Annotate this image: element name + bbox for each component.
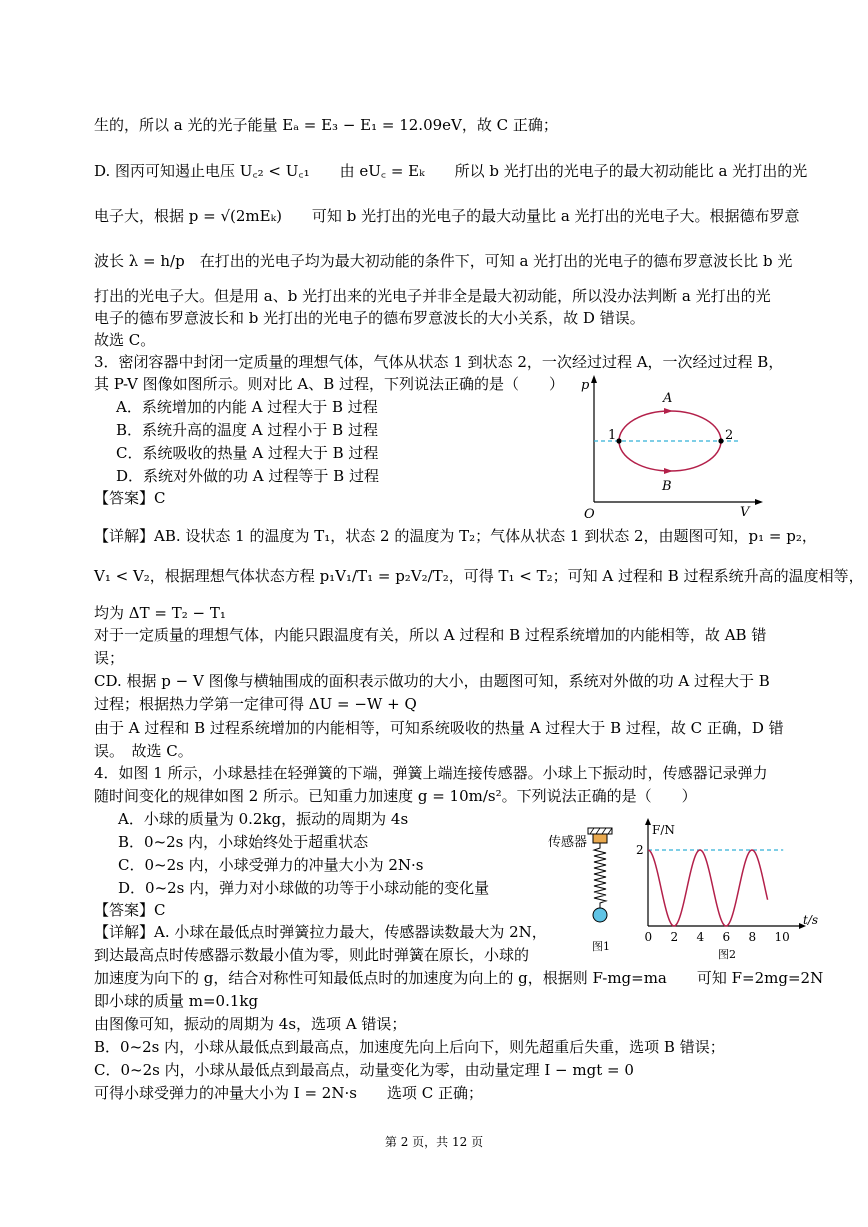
text-line: 误。 故选 C。 <box>94 742 193 760</box>
text-line: 过程；根据热力学第一定律可得 ΔU = −W + Q <box>94 695 417 713</box>
ball <box>593 908 607 922</box>
text-line: 电子大，根据 p = √(2mEₖ) 可知 b 光打出的光电子的最大动量比 a 光打出的光电子大。根据德布罗意 <box>94 207 800 225</box>
text-line: 打出的光电子大。但是用 a、b 光打出来的光电子并非全是最大初动能，所以没办法判断 a 光打出的光 <box>94 287 771 305</box>
text-line: 即小球的质量 m=0.1kg <box>94 992 259 1010</box>
figure-2-caption: 图2 <box>718 948 736 961</box>
figure-1-caption: 图1 <box>592 940 610 953</box>
f-axis-label: F/N <box>652 823 675 837</box>
p-axis-arrow <box>591 375 597 383</box>
p-axis-label: p <box>581 378 590 393</box>
state-2-label: 2 <box>725 428 734 443</box>
force-time-chart <box>620 810 820 962</box>
text-line: V₁ < V₂，根据理想气体状态方程 p₁V₁/T₁ = p₂V₂/T₂，可得 T₁ < T₂；可知 A 过程和 B 过程系统升高的温度相等， <box>94 567 864 585</box>
x-tick-label: 8 <box>748 930 757 944</box>
v-axis-arrow <box>755 499 763 505</box>
origin-label: O <box>584 507 595 520</box>
pv-diagram <box>560 372 770 520</box>
text-line: 到达最高点时传感器示数最小值为零，则此时弹簧在原长，小球的 <box>94 946 530 964</box>
process-b-label: B <box>662 479 672 494</box>
question-4-stem: 4．如图 1 所示，小球悬挂在轻弹簧的下端，弹簧上端连接传感器。小球上下振动时，传感器记录弹力 <box>94 764 768 782</box>
force-curve <box>648 850 768 926</box>
spring-figure <box>540 822 620 962</box>
arrow-b-icon <box>664 468 673 474</box>
state-1-point <box>616 438 621 443</box>
option-c: C．0~2s 内，小球受弹力的冲量大小为 2N·s <box>118 856 424 874</box>
arrow-a-icon <box>664 408 673 414</box>
option-b: B．系统升高的温度 A 过程小于 B 过程 <box>116 421 378 439</box>
option-a: A．系统增加的内能 A 过程大于 B 过程 <box>116 398 378 416</box>
f-axis-arrow <box>645 818 651 825</box>
x-tick-label: 0 <box>644 930 653 944</box>
state-1-label: 1 <box>608 428 617 443</box>
x-tick-label: 10 <box>774 930 790 944</box>
text-line: 【详解】AB. 设状态 1 的温度为 T₁，状态 2 的温度为 T₂；气体从状态 1 到状态 2，由题图可知，p₁ = p₂， <box>94 527 817 545</box>
question-4-stem: 随时间变化的规律如图 2 所示。已知重力加速度 g = 10m/s²。下列说法正确的是（ ） <box>94 787 697 805</box>
text-line: 由图像可知，振动的周期为 4s，选项 A 错误； <box>94 1015 407 1033</box>
text-line: D. 图丙可知遏止电压 U꜀₂ < U꜀₁ 由 eU꜀ = Eₖ 所以 b 光打出的光电子的最大初动能比 a 光打出的光 <box>94 162 808 180</box>
spring <box>594 843 606 908</box>
text-line: CD. 根据 p − V 图像与横轴围成的面积表示做功的大小，由题图可知，系统对外做的功 A 过程大于 B <box>94 672 770 690</box>
state-2-point <box>718 438 723 443</box>
answer: 【答案】C <box>94 489 166 507</box>
text-line: 加速度为向下的 g，结合对称性可知最低点时的加速度为向上的 g，根据则 F-mg=ma 可知 F=2mg=2N <box>94 969 824 987</box>
option-d: D．0~2s 内，弹力对小球做的功等于小球动能的变化量 <box>118 879 490 897</box>
cycle-ellipse <box>619 411 721 471</box>
option-d: D．系统对外做的功 A 过程等于 B 过程 <box>116 467 379 485</box>
v-axis-label: V <box>740 505 750 520</box>
process-a-label: A <box>663 391 673 406</box>
page-footer: 第 2 页，共 12 页 <box>384 1135 484 1149</box>
option-a: A．小球的质量为 0.2kg，振动的周期为 4s <box>118 810 409 828</box>
question-3-stem: 3．密闭容器中封闭一定质量的理想气体，气体从状态 1 到状态 2，一次经过过程 A，一次经过过程 B， <box>94 353 784 371</box>
text-line: 对于一定质量的理想气体，内能只跟温度有关，所以 A 过程和 B 过程系统增加的内能相等，故 AB 错 <box>94 626 767 644</box>
text-line: 可得小球受弹力的冲量大小为 I = 2N·s 选项 C 正确； <box>94 1084 483 1102</box>
text-line: 【详解】A. 小球在最低点时弹簧拉力最大，传感器读数最大为 2N， <box>94 923 547 941</box>
y-tick-label: 2 <box>636 843 644 857</box>
text-line: 误； <box>94 649 125 667</box>
text-line: 电子的德布罗意波长和 b 光打出的光电子的德布罗意波长的大小关系，故 D 错误。 <box>94 309 645 327</box>
text-line: 生的，所以 a 光的光子能量 Eₐ = E₃ − E₁ = 12.09eV，故 C 正确； <box>94 116 558 134</box>
answer: 【答案】C <box>94 901 166 919</box>
x-tick-label: 2 <box>670 930 679 944</box>
text-line: C．0~2s 内，小球从最低点到最高点，动量变化为零，由动量定理 I − mgt = 0 <box>94 1061 634 1079</box>
text-line: 均为 ΔT = T₂ − T₁ <box>94 604 226 622</box>
x-tick-label: 4 <box>696 930 705 944</box>
text-line: B．0~2s 内，小球从最低点到最高点，加速度先向上后向下，则先超重后失重，选项 B 错误； <box>94 1038 725 1056</box>
question-3-stem: 其 P-V 图像如图所示。则对比 A、B 过程，下列说法正确的是（ ） <box>94 375 565 393</box>
option-b: B．0~2s 内，小球始终处于超重状态 <box>118 833 369 851</box>
option-c: C．系统吸收的热量 A 过程大于 B 过程 <box>116 444 379 462</box>
text-line: 故选 C。 <box>94 331 156 349</box>
t-axis-label: t/s <box>803 913 819 927</box>
text-line: 由于 A 过程和 B 过程系统增加的内能相等，可知系统吸收的热量 A 过程大于 B 过程，故 C 正确，D 错 <box>94 719 784 737</box>
sensor-label: 传感器 <box>548 835 588 850</box>
x-tick-label: 6 <box>722 930 731 944</box>
text-line: 波长 λ = h/p 在打出的光电子均为最大初动能的条件下，可知 a 光打出的光电子的德布罗意波长比 b 光 <box>94 252 793 270</box>
sensor-box <box>593 834 607 843</box>
